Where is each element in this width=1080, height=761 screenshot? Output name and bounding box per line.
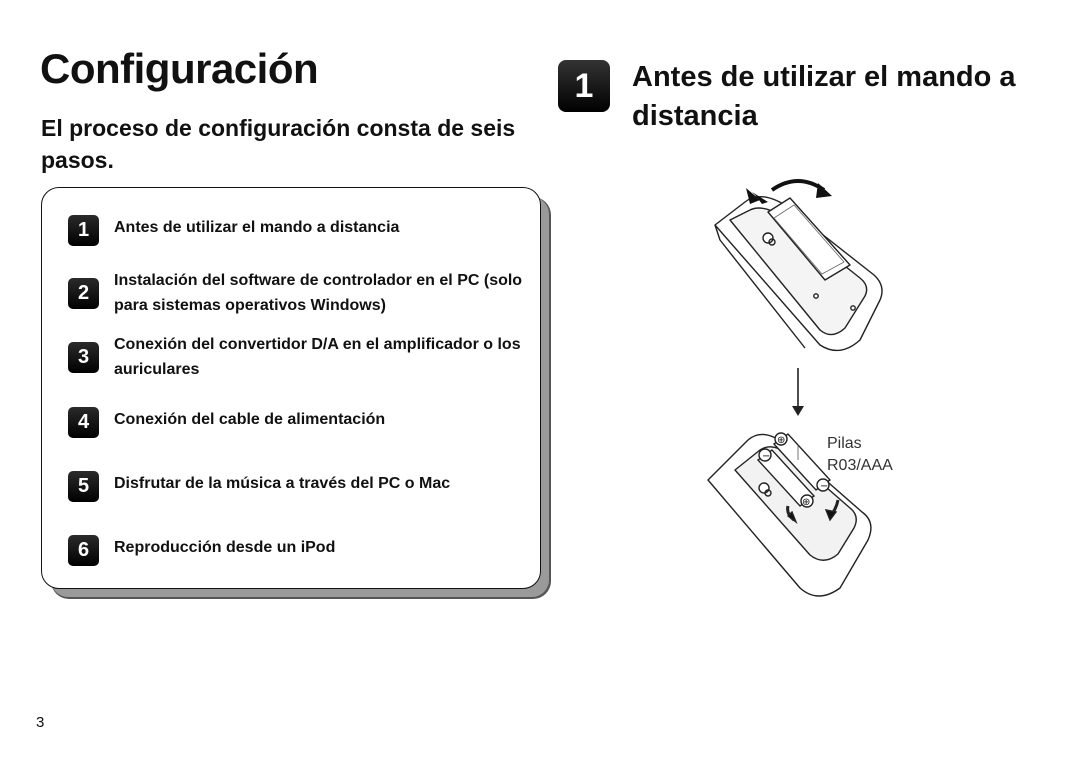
step-item xyxy=(68,332,526,382)
svg-text:−: − xyxy=(820,481,829,492)
step-number-badge: 2 xyxy=(68,278,99,309)
step-number-badge: 1 xyxy=(68,215,99,246)
step-item xyxy=(68,535,526,566)
down-arrow-icon xyxy=(792,368,804,416)
step-text: Instalación del software de controlador en el PC (solo para sistemas operativos Windows) xyxy=(114,272,523,314)
step-number-badge: 4 xyxy=(68,407,99,438)
step-item xyxy=(68,268,526,318)
svg-text:⊕: ⊕ xyxy=(777,435,786,446)
battery-label xyxy=(827,433,893,477)
steps-box xyxy=(41,187,541,589)
page-title: Configuración xyxy=(40,45,319,92)
battery-label-line2: R03/AAA xyxy=(827,457,893,474)
page-number: 3 xyxy=(36,714,45,731)
step-text: Disfrutar de la música a través del PC o Mac xyxy=(114,475,451,492)
svg-text:⊕: ⊕ xyxy=(802,497,811,508)
step-item xyxy=(68,407,526,438)
step-number-badge: 5 xyxy=(68,471,99,502)
remote-control-lid-open-icon xyxy=(715,197,882,351)
svg-text:−: − xyxy=(762,451,771,462)
step-text: Conexión del cable de alimentación xyxy=(114,411,386,428)
battery-label-line1: Pilas xyxy=(827,435,862,452)
step-text: Antes de utilizar el mando a distancia xyxy=(114,219,400,236)
step-number-badge: 6 xyxy=(68,535,99,566)
step-text: Conexión del convertidor D/A en el amplificador o los auriculares xyxy=(114,336,521,378)
subtitle: El proceso de configuración consta de seis pasos. xyxy=(41,115,516,173)
step-item xyxy=(68,471,526,502)
section-title: Antes de utilizar el mando a distancia xyxy=(632,61,1016,132)
step-number-badge: 3 xyxy=(68,342,99,373)
step-text: Reproducción desde un iPod xyxy=(114,539,336,556)
remote-battery-illustration xyxy=(690,170,920,610)
section-number-badge: 1 xyxy=(558,60,610,112)
step-item xyxy=(68,215,526,246)
